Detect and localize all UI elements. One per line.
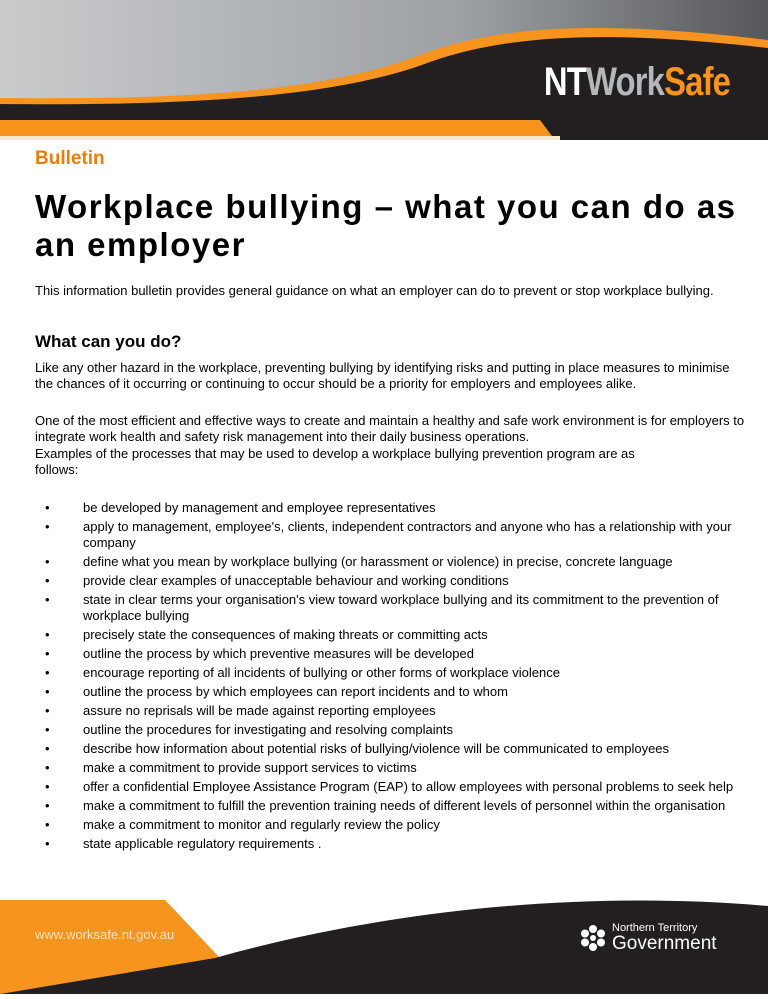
list-item-text: describe how information about potential risks of bullying/violence will be communicated to employees bbox=[83, 741, 670, 756]
bullet-icon: • bbox=[45, 646, 50, 661]
bullet-icon: • bbox=[45, 554, 50, 569]
list-item bbox=[35, 741, 750, 757]
list-item bbox=[35, 627, 750, 643]
list-item bbox=[35, 798, 750, 814]
header-banner bbox=[0, 0, 768, 140]
list-item-text: make a commitment to fulfill the prevention training needs of different levels of personnel within the organisation bbox=[83, 798, 726, 813]
list-item-text: define what you mean by workplace bullying (or harassment or violence) in precise, concrete language bbox=[83, 554, 673, 569]
list-item bbox=[35, 722, 750, 738]
list-item-text: be developed by management and employee representatives bbox=[83, 500, 436, 515]
bullet-icon: • bbox=[45, 627, 50, 642]
page-title: Workplace bullying – what you can do as an employer bbox=[35, 188, 737, 263]
bullet-icon: • bbox=[45, 665, 50, 680]
list-item-text: make a commitment to provide support services to victims bbox=[83, 760, 417, 775]
nt-government-logo bbox=[578, 922, 717, 954]
list-item-text: outline the process by which employees can report incidents and to whom bbox=[83, 684, 508, 699]
paragraph: Like any other hazard in the workplace, preventing bullying by identifying risks and putting in place measures to minimise the chances of it occurring or continuing to occur should be a priority for employers and employees alike. bbox=[35, 360, 730, 391]
list-item-text: state applicable regulatory requirements . bbox=[83, 836, 322, 851]
ntworksafe-logo: NTWorkSafe bbox=[543, 60, 730, 104]
list-item bbox=[35, 836, 750, 852]
list-item-text: assure no reprisals will be made against reporting employees bbox=[83, 703, 436, 718]
list-item-text: precisely state the consequences of making threats or committing acts bbox=[83, 627, 488, 642]
flower-emblem-icon bbox=[578, 923, 608, 953]
bullet-icon: • bbox=[45, 798, 50, 813]
bullet-icon: • bbox=[45, 519, 50, 534]
bullet-icon: • bbox=[45, 817, 50, 832]
paragraph: One of the most efficient and effective ways to create and maintain a healthy and safe work environment is for employers to integrate work health and safety risk management into their daily business operations. bbox=[35, 413, 745, 444]
list-item bbox=[35, 817, 750, 833]
list-item-text: state in clear terms your organisation's view toward workplace bullying and its commitment to the prevention of workplace bullying bbox=[83, 592, 719, 623]
list-item bbox=[35, 684, 750, 700]
bulletin-label: Bulletin bbox=[35, 148, 105, 169]
gov-line1: Northern Territory bbox=[612, 922, 698, 934]
list-item bbox=[35, 703, 750, 719]
list-item-text: outline the procedures for investigating and resolving complaints bbox=[83, 722, 453, 737]
list-item bbox=[35, 554, 750, 570]
list-item-text: encourage reporting of all incidents of bullying or other forms of workplace violence bbox=[83, 665, 560, 680]
bullet-list bbox=[35, 500, 750, 855]
gov-line2: Government bbox=[612, 933, 717, 954]
list-item bbox=[35, 760, 750, 776]
list-item-text: outline the process by which preventive measures will be developed bbox=[83, 646, 474, 661]
bullet-icon: • bbox=[45, 779, 50, 794]
list-item bbox=[35, 665, 750, 681]
website-url[interactable]: www.worksafe.nt.gov.au bbox=[35, 927, 175, 942]
list-item-text: make a commitment to monitor and regularly review the policy bbox=[83, 817, 440, 832]
bullet-icon: • bbox=[45, 836, 50, 851]
list-item bbox=[35, 779, 750, 795]
list-item bbox=[35, 500, 750, 516]
list-item-text: offer a confidential Employee Assistance Program (EAP) to allow employees with personal problems to seek help bbox=[83, 779, 734, 794]
bullet-icon: • bbox=[45, 703, 50, 718]
bullet-icon: • bbox=[45, 760, 50, 775]
list-item bbox=[35, 519, 750, 551]
bullet-icon: • bbox=[45, 722, 50, 737]
list-item bbox=[35, 646, 750, 662]
bullet-icon: • bbox=[45, 592, 50, 607]
list-item bbox=[35, 573, 750, 589]
bullet-icon: • bbox=[45, 500, 50, 515]
bullet-icon: • bbox=[45, 741, 50, 756]
intro-paragraph: This information bulletin provides general guidance on what an employer can do to prevent or stop workplace bullying. bbox=[35, 283, 714, 298]
bullet-icon: • bbox=[45, 684, 50, 699]
bullet-icon: • bbox=[45, 573, 50, 588]
list-item-text: provide clear examples of unacceptable behaviour and working conditions bbox=[83, 573, 509, 588]
section-heading: What can you do? bbox=[35, 332, 182, 351]
paragraph: Examples of the processes that may be used to develop a workplace bullying prevention program are as follows: bbox=[35, 446, 635, 477]
list-item bbox=[35, 592, 750, 624]
list-item-text: apply to management, employee's, clients, independent contractors and anyone who has a relationship with your company bbox=[83, 519, 732, 550]
